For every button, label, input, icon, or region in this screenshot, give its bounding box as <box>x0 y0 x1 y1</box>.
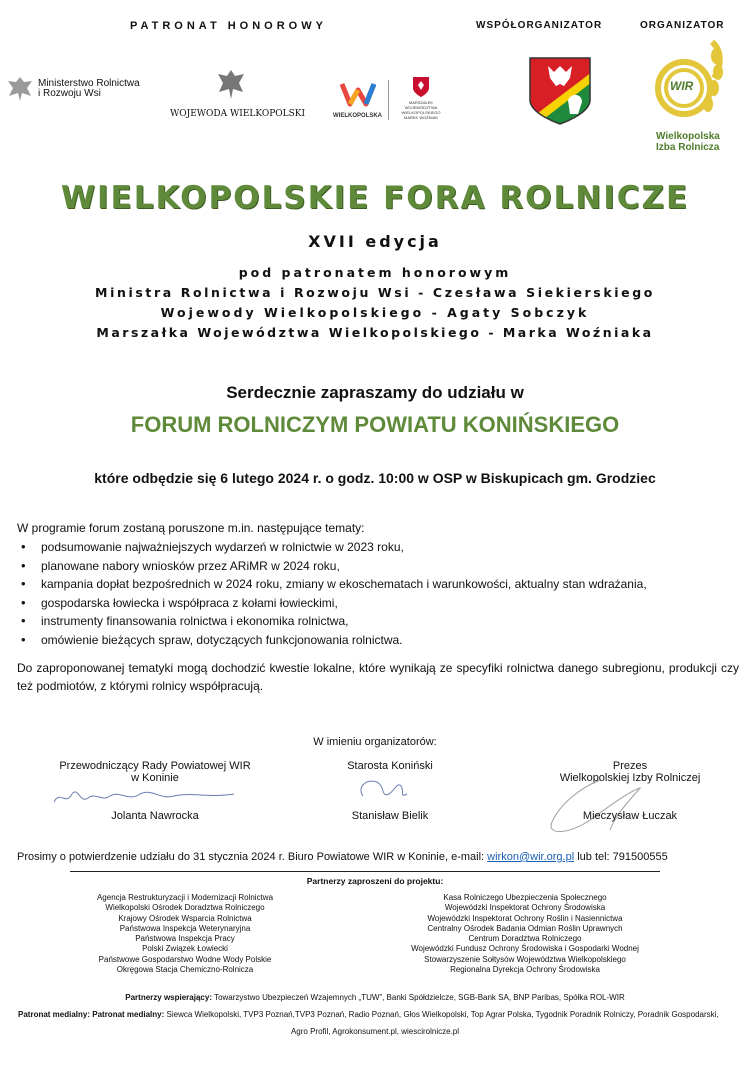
topics-list <box>17 538 750 649</box>
list-item: Państwowa Inspekcja Weterynaryjna <box>119 923 251 933</box>
signature-scribble-middle <box>355 774 425 804</box>
organizator-label: ORGANIZATOR <box>640 20 725 31</box>
list-item: Kasa Rolniczego Ubezpieczenia Społecznego <box>443 893 607 902</box>
patronage-intro: pod patronatem honorowym <box>238 265 512 280</box>
list-item: • instrumenty finansowania rolnictwa i ekonomika rolnictwa, <box>41 612 750 631</box>
list-item: • gospodarska łowiecka i współpraca z kołami łowieckimi, <box>41 594 750 613</box>
list-item: Regionalna Dyrekcja Ochrony Środowiska <box>450 965 600 975</box>
signature-left: Przewodniczący Rady Powiatowej WIR w Koninie <box>59 760 251 784</box>
partners-left-list <box>60 893 310 975</box>
signature-left-name: Jolanta Nawrocka <box>111 810 199 822</box>
list-item: • podsumowanie najważniejszych wydarzeń w rolnictwie w 2023 roku, <box>41 538 750 557</box>
program-note: Do zaproponowanej tematyki mogą dochodzić kwestie lokalne, które wynikają ze specyfiki rolnictwa danego subregionu, produkcji czy też podmiotów, z którymi rolnicy współpracują. <box>17 661 739 693</box>
supporting-partners: Partnerzy wspierający: Towarzystwo Ubezpieczeń Wzajemnych „TUW”, Banki Spółdzielcze, SGB-Bank SA, BNP Paribas, Spółka ROL-WIR <box>125 993 625 1002</box>
wir-org-name: Wielkopolska Izba Rolnicza <box>656 131 720 153</box>
list-item: • kampania dopłat bezpośrednich w 2024 roku, zmiany w ekoschematach i warunkowości, aktualny stan wdrażania, <box>41 575 750 594</box>
signature-right-name: Mieczysław Łuczak <box>582 810 678 822</box>
rsvp-phone: lub tel: 791500555 <box>577 851 668 863</box>
patron-3: Marszałka Województwa Wielkopolskiego - Marka Woźniaka <box>96 325 654 340</box>
list-item: Stowarzyszenie Sołtysów Województwa Wielkopolskiego <box>424 954 626 964</box>
partners-heading: Partnerzy zaproszeni do projektu: <box>306 876 444 886</box>
marszalek-shield <box>412 76 430 103</box>
media-patronage-2: Agro Profil, Agrokonsument.pl, wiescirolnicze.pl <box>290 1027 460 1036</box>
list-item: • planowane nabory wniosków przez ARiMR w 2024 roku, <box>41 557 750 576</box>
list-item: Agencja Restrukturyzacji i Modernizacji Rolnictwa <box>96 893 274 902</box>
wspolorganizator-label: WSPÓŁORGANIZATOR <box>476 20 603 31</box>
patronat-label: PATRONAT HONOROWY <box>130 20 327 32</box>
invitation-line: Serdecznie zapraszamy do udziału w <box>226 383 524 402</box>
signature-middle-title: Starosta Koniński <box>347 760 433 772</box>
wielkopolska-logo <box>340 80 376 113</box>
rsvp-text: Prosimy o potwierdzenie udziału do 31 stycznia 2024 r. Biuro Powiatowe WIR w Koninie, e-mail: <box>17 851 485 863</box>
list-item: Centrum Doradztwa Rolniczego <box>468 934 582 944</box>
konin-coat-of-arms <box>528 56 592 131</box>
wojewoda-logo-text: WOJEWODA WIELKOPOLSKI <box>170 109 306 119</box>
list-item: Wojewódzki Inspektorat Ochrony Roślin i Nasiennictwa <box>427 913 623 923</box>
w-logo-icon <box>340 80 376 108</box>
page-title: WIELKOPOLSKIE FORA ROLNICZE <box>60 180 690 216</box>
list-item: Wielkopolski Ośrodek Doradztwa Rolniczego <box>105 903 265 913</box>
signature-right: Prezes Wielkopolskiej Izby Rolniczej <box>559 760 701 784</box>
edition: XVII edycja <box>308 232 442 251</box>
patron-1: Ministra Rolnictwa i Rozwoju Wsi - Czesława Siekierskiego <box>95 285 655 300</box>
rsvp-line <box>17 851 668 863</box>
email-link[interactable]: wirkon@wir.org.pl <box>487 851 575 863</box>
list-item: Okręgowa Stacja Chemiczno-Rolnicza <box>116 965 254 975</box>
signature-middle-name: Stanisław Bielik <box>351 810 429 822</box>
program-intro: W programie forum zostaną poruszone m.in. następujące tematy: <box>17 521 365 535</box>
list-item: • omówienie bieżących spraw, dotyczących funkcjonowania rolnictwa. <box>41 631 750 650</box>
forum-name: FORUM ROLNICZYM POWIATU KONIŃSKIEGO <box>130 412 620 437</box>
shield-icon <box>412 76 430 98</box>
partners-right-list <box>395 893 655 975</box>
ministry-logo <box>6 74 34 109</box>
patron-2: Wojewody Wielkopolskiego - Agaty Sobczyk <box>160 305 590 320</box>
eagle-icon <box>6 74 34 104</box>
list-item: Polski Związek Łowiecki <box>142 944 228 954</box>
list-item: Państwowe Gospodarstwo Wodne Wody Polskie <box>98 954 272 964</box>
list-item: Wojewódzki Inspektorat Ochrony Środowiska <box>444 903 606 913</box>
list-item: Centralny Ośrodek Badania Odmian Roślin Uprawnych <box>427 923 623 933</box>
wielkopolska-logo-text: WIELKOPOLSKA <box>333 113 382 119</box>
list-item: Krajowy Ośrodek Wsparcia Rolnictwa <box>118 913 252 923</box>
list-item: Wojewódzki Fundusz Ochrony Środowiska i Gospodarki Wodnej <box>411 944 639 954</box>
list-item: Państwowa Inspekcja Pracy <box>135 934 235 944</box>
coat-of-arms-icon <box>528 56 592 126</box>
event-date-place: które odbędzie się 6 lutego 2024 r. o godz. 10:00 w OSP w Biskupicach gm. Grodziec <box>94 470 656 486</box>
signature-scribble-left <box>50 784 240 810</box>
ministry-logo-text: Ministerstwo Rolnictwa i Rozwoju Wsi <box>38 78 140 99</box>
signatures-heading: W imieniu organizatorów: <box>313 736 437 748</box>
wir-logo-text: WIR <box>670 79 694 93</box>
eagle-icon <box>216 68 246 102</box>
wojewoda-eagle <box>216 68 246 107</box>
marszalek-logo-text: MARSZAŁEK WOJEWÓDZTWA WIELKOPOLSKIEGO MAREK WOŹNIAK <box>401 100 441 120</box>
divider <box>70 871 660 872</box>
logo-divider <box>388 80 389 120</box>
signature-scribble-right <box>540 774 680 844</box>
media-patronage: Patronat medialny: Patronat medialny: Siewca Wielkopolski, TVP3 Poznań,TVP3 Poznań, Radio Poznań, Głos Wielkopolski, Top Agrar Polska, Tygodnik Poradnik Rolniczy, Poradnik Gospodarski, <box>18 1010 719 1019</box>
